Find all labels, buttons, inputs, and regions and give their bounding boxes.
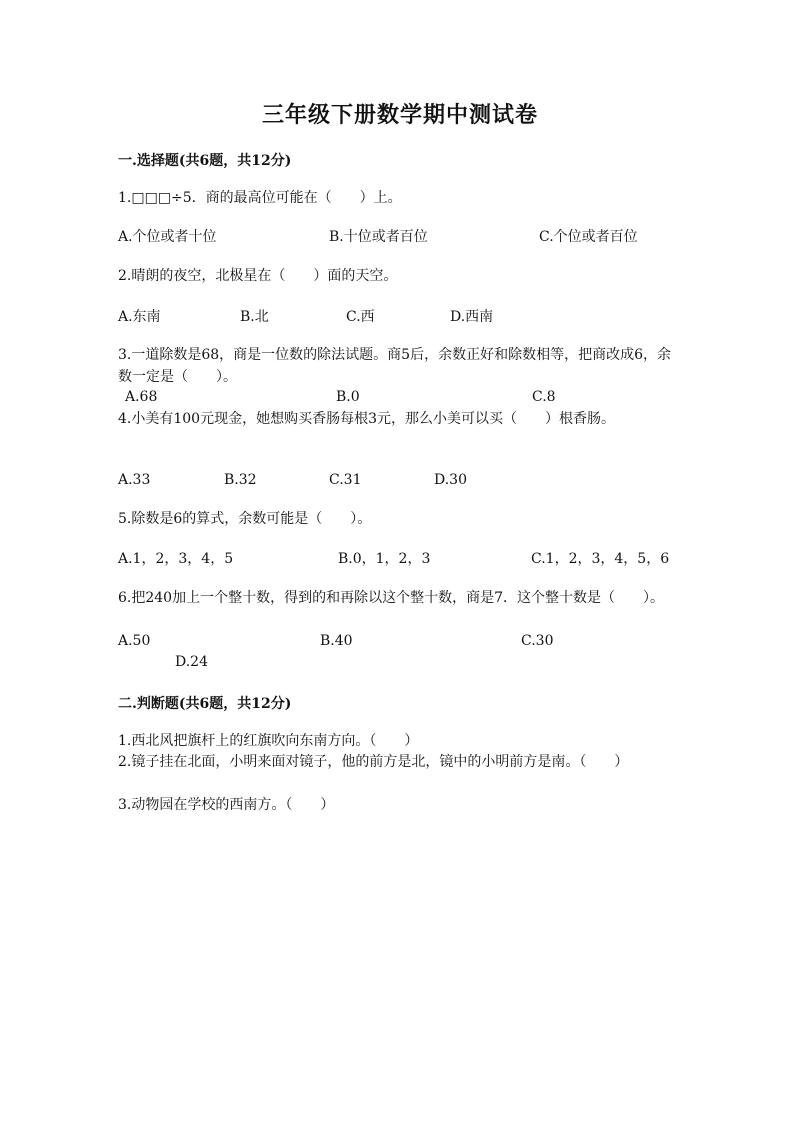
question-options bbox=[118, 469, 718, 491]
option-a: A.1，2，3，4，5 bbox=[118, 551, 234, 567]
question-text: 4.小美有100元现金，她想购买香肠每根3元，那么小美可以买（ ）根香肠。 bbox=[118, 411, 615, 427]
question-options bbox=[118, 386, 718, 408]
option-d: D.24 bbox=[175, 654, 208, 670]
option-a: A.33 bbox=[118, 472, 151, 488]
section-heading-judgement: 二.判断题(共6题，共12分) bbox=[118, 696, 292, 712]
option-a: A.50 bbox=[118, 633, 151, 649]
question-text: 2.晴朗的夜空，北极星在（ ）面的天空。 bbox=[118, 268, 398, 284]
option-c: C.31 bbox=[329, 472, 362, 488]
option-c: C.西 bbox=[346, 309, 375, 325]
option-c: C.1，2，3，4，5，6 bbox=[531, 551, 670, 567]
question-text: 6.把240加上一个整十数，得到的和再除以这个整十数，商是7．这个整十数是（ ）。 bbox=[118, 590, 664, 606]
option-c: C.个位或者百位 bbox=[539, 229, 638, 245]
section-heading-choice: 一.选择题(共6题，共12分) bbox=[118, 153, 292, 169]
question-options bbox=[118, 630, 718, 652]
question-options bbox=[118, 548, 718, 570]
judgement-question: 1.西北风把旗杆上的红旗吹向东南方向。（ ） bbox=[118, 733, 419, 749]
option-b: B.40 bbox=[320, 633, 353, 649]
question-options bbox=[118, 226, 718, 248]
option-a: A.个位或者十位 bbox=[118, 229, 217, 245]
option-c: C.30 bbox=[521, 633, 554, 649]
option-b: B.0，1，2，3 bbox=[338, 551, 431, 567]
question-text: 1.□□□÷5．商的最高位可能在（ ）上。 bbox=[118, 190, 402, 206]
question-text: 5.除数是6的算式，余数可能是（ ）。 bbox=[118, 511, 372, 527]
option-d: D.30 bbox=[434, 472, 467, 488]
option-b: B.0 bbox=[336, 389, 360, 405]
page-title: 三年级下册数学期中测试卷 bbox=[261, 102, 538, 128]
option-c: C.8 bbox=[532, 389, 556, 405]
question-options-overflow bbox=[118, 651, 718, 673]
question-text: 3.一道除数是68，商是一位数的除法试题。商5后，余数正好和除数相等，把商改成6，余数一定是（ ）。 bbox=[118, 347, 671, 385]
option-b: B.十位或者百位 bbox=[329, 229, 428, 245]
judgement-question: 2.镜子挂在北面，小明来面对镜子，他的前方是北，镜中的小明前方是南。（ ） bbox=[118, 754, 629, 770]
option-b: B.北 bbox=[240, 309, 269, 325]
option-a: A.68 bbox=[125, 389, 158, 405]
judgement-question: 3.动物园在学校的西南方。（ ） bbox=[118, 797, 335, 813]
option-a: A.东南 bbox=[118, 309, 161, 325]
option-b: B.32 bbox=[224, 472, 257, 488]
question-options bbox=[118, 306, 718, 328]
option-d: D.西南 bbox=[450, 309, 494, 325]
